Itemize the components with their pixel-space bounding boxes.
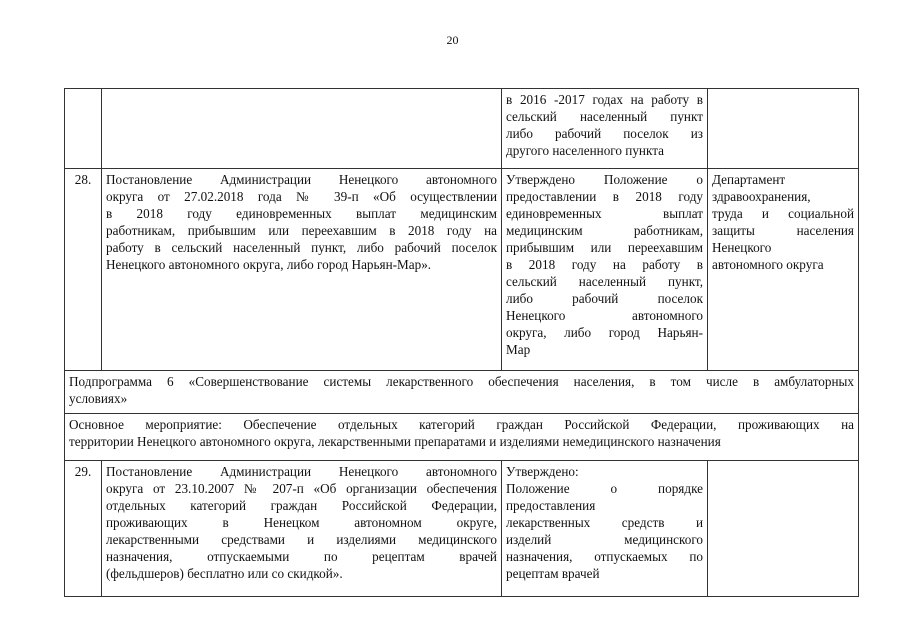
text-line: лекарственными средствами и изделиями медицинского [106,532,497,547]
text-line: работу в сельский населенный пункт, либо рабочий поселок [106,240,497,255]
measures-table [64,88,859,597]
text-line: Утверждено Положение о [506,172,703,187]
text-line: предоставлении в 2018 году [506,189,703,204]
main-measure-row [65,414,859,461]
result-cell [502,89,708,169]
text-line: сельский населенный пункт, [506,274,703,289]
result-cell [502,169,708,371]
text-line: округа, либо город Нарьян- [506,325,703,340]
table-row [65,169,859,371]
text-line: назначения, отпускаемых по [506,549,703,564]
text-line: автономного округа [712,257,824,272]
text-line: другого населенного пункта [506,143,664,158]
text-line: Основное мероприятие: Обеспечение отдельных категорий граждан Российской Федерации, проживающих на [69,417,854,432]
page-number: 20 [446,33,459,47]
row-number: 28. [65,169,102,371]
text-line: Постановление Администрации Ненецкого автономного [106,464,497,479]
text-line: прибывшим или переехавшим [506,240,703,255]
text-line: работникам, прибывшим или переехавшим в 2018 году на [106,223,497,238]
responsible-cell [708,461,859,597]
text-line: территории Ненецкого автономного округа, лекарственными препаратами и изделиями немедицинского назначения [69,434,721,449]
result-cell [502,461,708,597]
text-line: сельский населенный пункт [506,109,703,124]
text-line: лекарственных средств и [506,515,703,530]
row-number: 29. [65,461,102,597]
text-line: либо рабочий поселок [506,291,703,306]
text-line: рецептам врачей [506,566,600,581]
table-row [65,89,859,169]
subprogram-row [65,371,859,414]
text-line: Мар [506,342,531,357]
text-line: труда и социальной [712,206,854,221]
text-line: Ненецкого автономного округа, либо город Нарьян-Мар». [106,257,432,272]
text-line: округа от 27.02.2018 года № 39-п «Об осуществлении [106,189,497,204]
document-cell [102,461,502,597]
text-line: отдельных категорий граждан Российской Федерации, [106,498,497,513]
text-line: предоставления [506,498,596,513]
text-line: в 2016 -2017 годах на работу в [506,92,703,107]
text-line: Ненецкого [712,240,772,255]
text-line: либо рабочий поселок из [506,126,703,141]
text-line: изделий медицинского [506,532,703,547]
text-line: (фельдшеров) бесплатно или со скидкой». [106,566,343,581]
responsible-cell [708,89,859,169]
text-line: Положение о порядке [506,481,703,496]
text-line: в 2018 году на работу в [506,257,703,272]
responsible-cell [708,169,859,371]
text-line: Подпрограмма 6 «Совершенствование системы лекарственного обеспечения населения, в том числе в амбулаторных [69,374,854,389]
text-line: условиях» [69,391,128,406]
text-line: назначения, отпускаемыми по рецептам врачей [106,549,497,564]
text-line: Департамент [712,172,786,187]
main-measure-title [65,414,859,461]
row-number [65,89,102,169]
text-line: округа от 23.10.2007 № 207-п «Об организации обеспечения [106,481,497,496]
text-line: Утверждено: [506,464,579,479]
subprogram-title [65,371,859,414]
document-cell [102,169,502,371]
text-line: в 2018 году единовременных выплат медицинским [106,206,497,221]
text-line: проживающих в Ненецком автономном округе, [106,515,497,530]
text-line: единовременных выплат [506,206,703,221]
text-line: Постановление Администрации Ненецкого автономного [106,172,497,187]
table-row [65,461,859,597]
document-cell [102,89,502,169]
text-line: Ненецкого автономного [506,308,703,323]
text-line: здравоохранения, [712,189,811,204]
text-line: медицинским работникам, [506,223,703,238]
text-line: защиты населения [712,223,854,238]
